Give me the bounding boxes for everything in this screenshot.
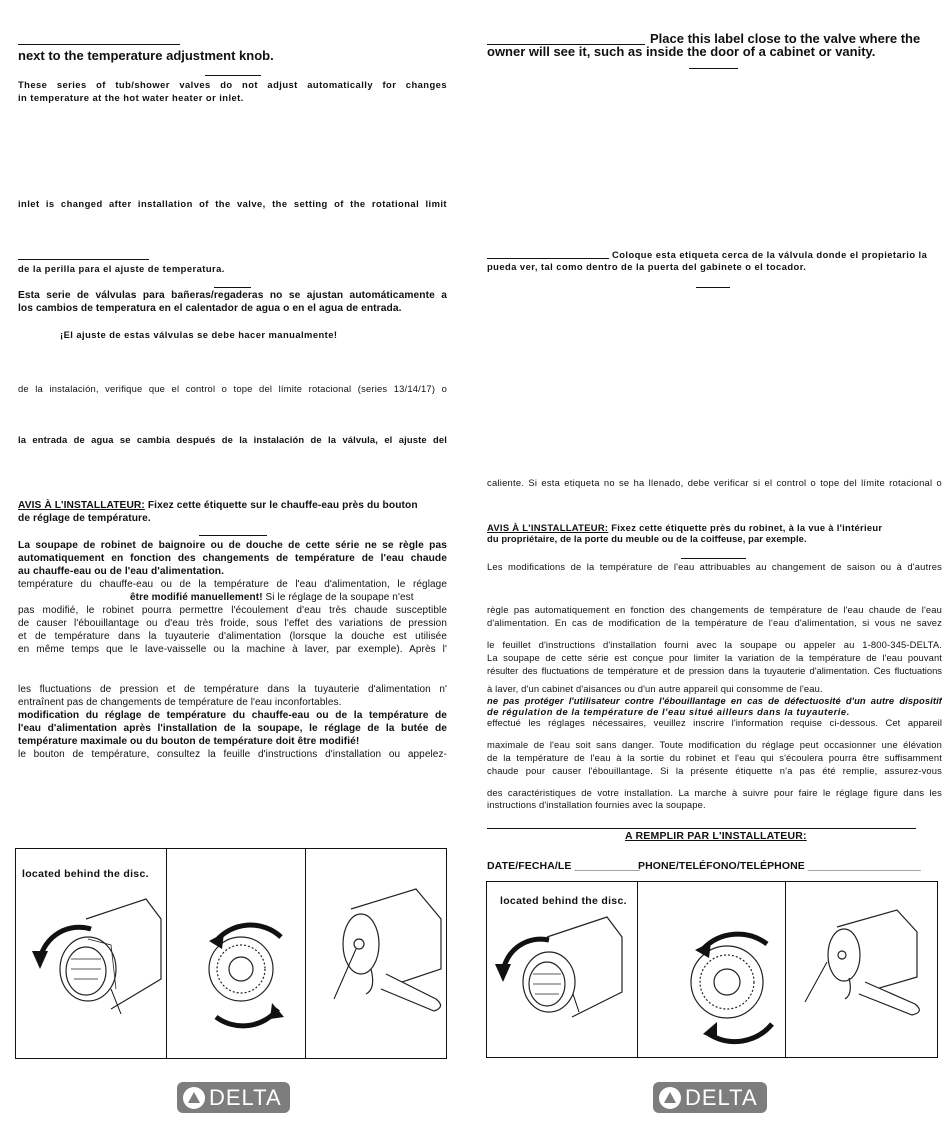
- fr-avis-text: Fixez cette étiquette sur le chauffe-eau près du bouton: [147, 500, 418, 511]
- fr-paragraph-line: au chauffe-eau ou de l'eau d'alimentation.: [18, 566, 225, 577]
- delta-logo: [653, 1082, 767, 1113]
- panel-caption: located behind the disc.: [500, 895, 627, 907]
- delta-logo-icon: [183, 1087, 205, 1109]
- arrowhead-icon: [270, 1003, 284, 1019]
- fr-paragraph-line: pas modifié, le robinet pourra permettre l'écoulement d'eau très chaude susceptible: [18, 605, 447, 616]
- blank-line: [696, 286, 730, 288]
- delta-logo-icon: [659, 1087, 681, 1109]
- fr-avis-label: AVIS À L'INSTALLATEUR:: [18, 500, 145, 511]
- fr-paragraph-line: automatiquement en fonction des changements de température de l'eau chaude: [18, 553, 447, 564]
- fr-paragraph-line: l'eau d'alimentation après l'installation de la soupape, le réglage de la butée de: [18, 723, 447, 734]
- blank-line: [681, 557, 746, 559]
- valve-knob-illustration: [60, 899, 161, 1009]
- fr-paragraph-line: en même temps que le lave-vaisselle ou la machine à laver, par exemple). Après l': [18, 644, 447, 655]
- fr-paragraph-line: les fluctuations de pression et de température dans la tuyauterie d'alimentation n': [18, 684, 447, 695]
- fr-paragraph-line: de la température de l'eau à la sortie du robinet et l'eau qui s'écoulera pourra être suffisamment: [487, 752, 942, 763]
- en-paragraph-line: inlet is changed after installation of the valve, the setting of the rotational limit: [18, 198, 447, 209]
- delta-logo: [177, 1082, 290, 1113]
- en-heading: owner will see it, such as inside the door of a cabinet or vanity.: [487, 44, 876, 59]
- pointer-arrow: [805, 962, 827, 1002]
- blank-line: [18, 258, 149, 260]
- fr-paragraph-line: d'alimentation. En cas de modification de la température de l'eau d'alimentation, si vous ne savez: [487, 617, 942, 628]
- es-paragraph-line: de la instalación, verifique que el control o tope del límite rotacional (series 13/14/17) o: [18, 383, 447, 394]
- fr-warning-line: ne pas protéger l'utilisateur contre l'ébouillantage en cas de défectuosité d'un autre dispositif: [487, 695, 942, 706]
- blank-line: [199, 534, 267, 536]
- blank-line: [214, 286, 251, 288]
- blank-line: [487, 257, 609, 259]
- pointer-arrow: [111, 989, 121, 1014]
- fr-paragraph-line: chaude pour causer l'ébouillantage. Si la présente étiquette n'a pas été remplie, assurez-vous: [487, 765, 942, 776]
- es-heading: de la perilla para el ajuste de temperatura.: [18, 263, 225, 274]
- blank-line: [18, 43, 180, 45]
- fr-paragraph-line: des caractéristiques de votre installation. La marche à suivre pour faire le réglage figure dans les: [487, 787, 942, 798]
- date-field[interactable]: DATE/FECHA/LE ___________: [487, 860, 640, 872]
- es-paragraph-line: la entrada de agua se cambia después de la instalación de la válvula, el ajuste del: [18, 434, 447, 445]
- clockwise-arrow-icon: [216, 1009, 278, 1026]
- en-paragraph-line: These series of tub/shower valves do not adjust automatically for changes: [18, 79, 447, 90]
- fr-manual-warning: être modifié manuellement!: [130, 592, 263, 603]
- fr-paragraph-line: Les modifications de la température de l'eau attribuables au changement de saison ou à d'autres: [487, 561, 942, 572]
- divider-line: [487, 827, 916, 829]
- fr-paragraph-line: et de température dans la tuyauterie d'alimentation (lorsque la douche est utilisée: [18, 631, 447, 642]
- valve-handle-illustration: [828, 910, 919, 1015]
- fr-paragraph-line: La soupape de robinet de baignoire ou de douche de cette série ne se règle pas: [18, 540, 447, 551]
- fr-avis-text: Fixez cette étiquette près du robinet, à la vue à l'intérieur: [611, 522, 883, 533]
- fr-paragraph-line: [130, 591, 447, 604]
- installer-fill-heading: A REMPLIR PAR L'INSTALLATEUR:: [625, 830, 807, 842]
- logo-text: DELTA: [685, 1084, 758, 1110]
- fr-paragraph-line: le bouton de température, consultez la feuille d'instructions d'installation ou appelez-: [18, 749, 447, 760]
- rotate-arrowhead-icon: [32, 951, 48, 969]
- blank-line: [689, 67, 738, 69]
- fr-paragraph-line: effectué les réglages nécessaires, veuillez inscrire l'information requise ci-dessous. Cet appareil: [487, 717, 942, 728]
- es-heading: pueda ver, tal como dentro de la puerta del gabinete o el tocador.: [487, 261, 807, 272]
- panel-caption: located behind the disc.: [22, 868, 149, 880]
- en-heading: next to the temperature adjustment knob.: [18, 48, 274, 63]
- logo-text: DELTA: [209, 1084, 282, 1110]
- fr-avis-label: AVIS À L'INSTALLATEUR:: [487, 522, 609, 533]
- fr-paragraph-line: entraînent pas de changements de température de l'eau inconfortables.: [18, 697, 342, 708]
- en-heading: Place this label close to the valve where the: [650, 31, 921, 46]
- temperature-disc-illustration: [691, 946, 763, 1018]
- left-illustration-panel: [15, 848, 447, 1059]
- fr-paragraph-line: résulter des fluctuations de température et de pression dans la tuyauterie d'alimentation. Ces fluctuations: [487, 665, 942, 676]
- arrowhead-icon: [209, 933, 224, 949]
- pointer-arrow: [573, 994, 579, 1012]
- valve-illustrations: [487, 882, 937, 1057]
- fr-paragraph-text: Si le réglage de la soupape n'est: [265, 592, 414, 603]
- valve-illustrations: [16, 849, 446, 1058]
- es-paragraph-line: Esta serie de válvulas para bañeras/regaderas no se ajustan automáticamente a: [18, 290, 447, 301]
- fr-paragraph-line: maximale de l'eau soit sans danger. Toute modification du réglage peut occasionner une élévation: [487, 739, 942, 750]
- fr-paragraph-line: température du chauffe-eau ou de la température de l'eau d'alimentation, le réglage: [18, 579, 447, 590]
- valve-knob-illustration: [523, 917, 622, 1017]
- phone-field[interactable]: PHONE/TELÉFONO/TELÉPHONE ___________________: [638, 860, 921, 872]
- fr-paragraph-line: le feuillet d'instructions d'installation fourni avec la soupape ou appeler au 1-800-345-DELTA.: [487, 639, 942, 650]
- fr-paragraph-line: de causer l'ébouillantage ou d'eau très froide, sous l'effet des variations de pression: [18, 618, 447, 629]
- fr-warning-line: de régulation de la température de l'eau situé ailleurs dans la tuyauterie.: [487, 706, 850, 717]
- fr-avis-line: [18, 499, 447, 512]
- fr-paragraph-line: à laver, d'un cabinet d'aisances ou d'un autre appareil qui consomme de l'eau.: [487, 683, 823, 694]
- fr-paragraph-line: modification du réglage de température du chauffe-eau ou de la température de: [18, 710, 447, 721]
- en-paragraph-line: in temperature at the hot water heater or inlet.: [18, 92, 244, 103]
- fr-paragraph-line: La soupape de cette série est conçue pour limiter la variation de la température de l'eau pouvant: [487, 652, 942, 663]
- fr-avis-line2: du propriétaire, de la porte du meuble ou de la coiffeuse, par exemple.: [487, 533, 807, 544]
- rotate-arrowhead-icon: [495, 964, 511, 982]
- es-manual-warning: ¡El ajuste de estas válvulas se debe hacer manualmente!: [60, 329, 338, 340]
- fr-paragraph-line: température maximale ou du bouton de température doit être modifié!: [18, 736, 360, 747]
- fr-paragraph-line: règle pas automatiquement en fonction des changements de température de l'eau chaude de l'eau: [487, 604, 942, 615]
- es-heading: Coloque esta etiqueta cerca de la válvula donde el propietario la: [612, 249, 928, 260]
- blank-line: [205, 74, 261, 76]
- clockwise-arrow-icon: [709, 1024, 772, 1042]
- valve-handle-illustration: [343, 889, 441, 1011]
- fr-avis-line2: de réglage de température.: [18, 513, 151, 524]
- right-illustration-panel: [486, 881, 938, 1058]
- fr-paragraph-line: instructions d'installation fournies avec la soupape.: [487, 799, 706, 810]
- es-paragraph-line: caliente. Si esta etiqueta no se ha llenado, debe verificar si el control o tope del límite rotacional o: [487, 477, 942, 488]
- es-paragraph-line: los cambios de temperatura en el calentador de agua o en el agua de entrada.: [18, 303, 402, 314]
